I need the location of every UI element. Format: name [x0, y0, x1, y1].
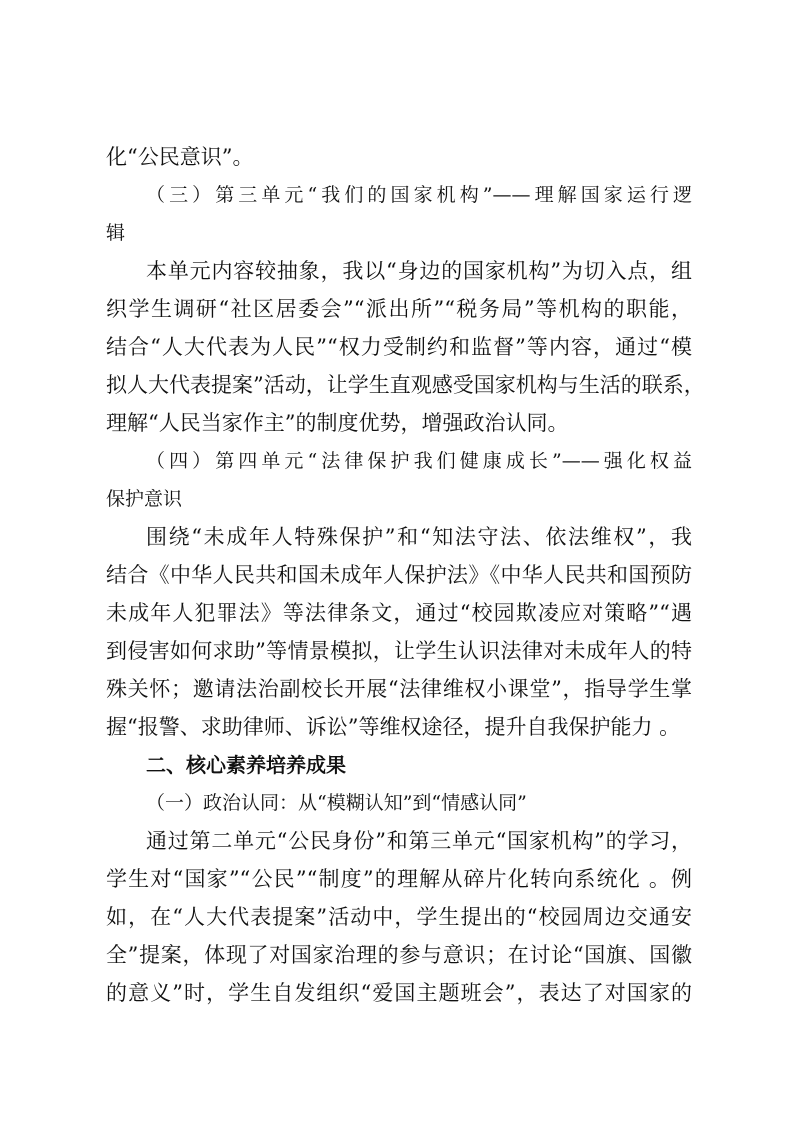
paragraph-line: 拟人大代表提案”活动，让学生直观感受国家机构与生活的联系， — [106, 373, 705, 397]
paragraph-line: 全”提案，体现了对国家治理的参与意识；在讨论“国旗、国徽 — [106, 943, 692, 967]
section-heading-2: 二、核心素养培养成果 — [146, 753, 346, 777]
paragraph-line: 通过第二单元“公民身份”和第三单元“国家机构”的学习， — [146, 829, 692, 853]
paragraph-line: 的意义”时，学生自发组织“爱国主题班会”，表达了对国家的 — [106, 981, 692, 1005]
paragraph-line: 围绕“未成年人特殊保护”和“知法守法、依法维权”，我 — [146, 525, 692, 549]
paragraph-line: 理解“人民当家作主”的制度优势，增强政治认同。 — [106, 411, 569, 435]
paragraph-line: 未成年人犯罪法》等法律条文，通过“校园欺凌应对策略”“遇 — [106, 601, 692, 625]
subsection-heading-2-1: （一）政治认同：从“模糊认知”到“情感认同” — [146, 792, 527, 814]
paragraph-line: 化“公民意识”。 — [106, 145, 254, 169]
paragraph-line: 学生对“国家”“公民”“制度”的理解从碎片化转向系统化 。例 — [106, 867, 692, 891]
paragraph-line: 如，在“人大代表提案”活动中，学生提出的“校园周边交通安 — [106, 905, 692, 929]
subsection-heading-3: （三）第三单元“我们的国家机构”——理解国家运行逻 — [146, 184, 692, 206]
paragraph-line: 结合《中华人民共和国未成年人保护法》《中华人民共和国预防 — [106, 563, 692, 587]
paragraph-line: 到侵害如何求助”等情景模拟，让学生认识法律对未成年人的特 — [106, 639, 692, 663]
subsection-heading-3-cont: 辑 — [106, 222, 126, 244]
paragraph-line: 握“报警、求助律师、诉讼”等维权途径，提升自我保护能力 。 — [106, 715, 681, 739]
subsection-heading-4-cont: 保护意识 — [106, 488, 183, 510]
paragraph-line: 结合“人大代表为人民”“权力受制约和监督”等内容，通过“模 — [106, 335, 692, 359]
paragraph-line: 本单元内容较抽象，我以“身边的国家机构”为切入点，组 — [146, 259, 692, 283]
subsection-heading-4: （四）第四单元“法律保护我们健康成长”——强化权益 — [146, 450, 692, 472]
paragraph-line: 织学生调研“社区居委会”“派出所”“税务局”等机构的职能， — [106, 297, 692, 321]
paragraph-line: 殊关怀；邀请法治副校长开展“法律维权小课堂”，指导学生掌 — [106, 677, 692, 701]
